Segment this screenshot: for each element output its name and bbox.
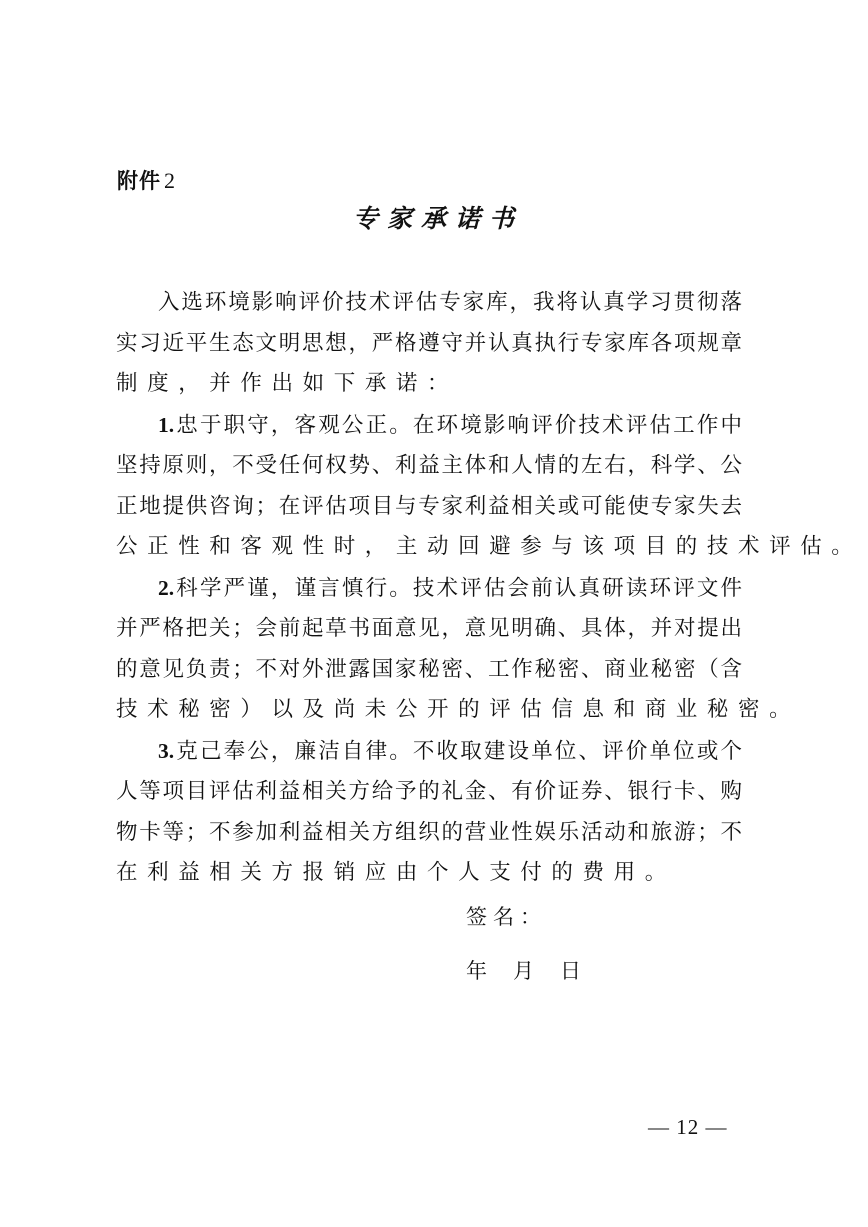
commitment-item-2 — [116, 568, 801, 731]
page-number — [648, 1113, 728, 1141]
item-text: 克己奉公，廉洁自律。不收取建设单位、评价单位或个 — [174, 738, 742, 764]
paragraph-line: 实习近平生态文明思想，严格遵守并认真执行专家库各项规章 — [116, 330, 742, 356]
date-spacer — [534, 957, 560, 985]
paragraph-line — [116, 731, 742, 773]
paragraph-line: 人等项目评估利益相关方给予的礼金、有价证券、银行卡、购 — [116, 779, 742, 804]
date-day-label: 日 — [560, 959, 581, 983]
paragraph-line: 在利益相关方报销应由个人支付的费用。 — [116, 860, 676, 885]
date-year-label: 年 — [466, 959, 487, 983]
intro-paragraph — [116, 283, 742, 405]
document-title: 专家承诺书 — [352, 204, 523, 233]
date-row — [466, 957, 581, 985]
paragraph-line: 正地提供咨询；在评估项目与专家利益相关或可能使专家失去 — [116, 493, 742, 519]
item-text: 忠于职守，客观公正。在环境影响评价技术评估工作中 — [174, 412, 742, 438]
page-number-dash-right: — — [705, 1115, 728, 1139]
commitment-item-3 — [116, 731, 742, 894]
paragraph-line: 物卡等；不参加利益相关方组织的营业性娱乐活动和旅游；不 — [116, 819, 742, 845]
paragraph-line: 坚持原则，不受任何权势、利益主体和人情的左右，科学、公 — [116, 453, 742, 478]
paragraph-line: 的意见负责；不对外泄露国家秘密、工作秘密、商业秘密（含 — [116, 656, 742, 682]
item-number: 3. — [158, 738, 175, 763]
date-spacer — [487, 957, 513, 985]
item-number: 1. — [158, 412, 175, 437]
attachment-label — [117, 167, 176, 195]
page-number-value: 12 — [676, 1115, 700, 1139]
paragraph-line: 入选环境影响评价技术评估专家库，我将认真学习贯彻落 — [158, 290, 742, 315]
paragraph-line: 公正性和客观性时，主动回避参与该项目的技术评估。 — [116, 534, 863, 559]
document-body — [116, 283, 863, 894]
page-number-dash-left: — — [648, 1115, 670, 1139]
attachment-label-text: 附件 — [117, 169, 161, 193]
item-number: 2. — [158, 575, 175, 600]
paragraph-line: 制度，并作出如下承诺： — [116, 371, 459, 396]
attachment-number: 2 — [164, 168, 176, 193]
paragraph-line: 技术秘密）以及尚未公开的评估信息和商业秘密。 — [116, 697, 801, 722]
paragraph-line — [116, 405, 742, 447]
paragraph-line: 并严格把关；会前起草书面意见，意见明确、具体，并对提出 — [116, 616, 742, 641]
signature-label: 签名： — [466, 905, 547, 929]
item-text: 科学严谨，谨言慎行。技术评估会前认真研读环评文件 — [174, 575, 742, 601]
commitment-item-1 — [116, 405, 863, 568]
date-month-label: 月 — [513, 959, 534, 983]
paragraph-line — [116, 568, 742, 610]
